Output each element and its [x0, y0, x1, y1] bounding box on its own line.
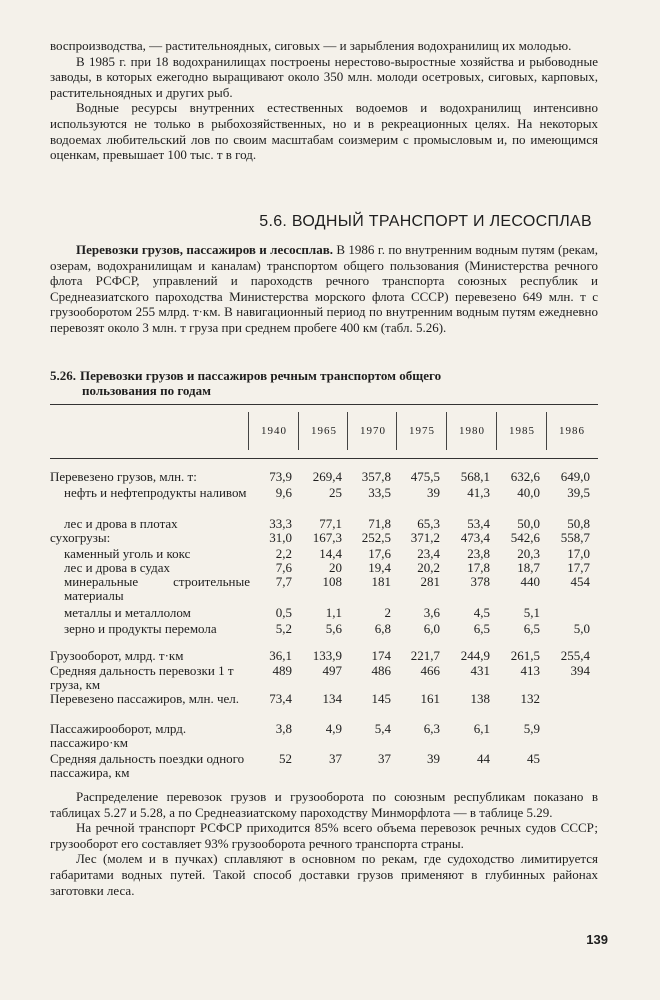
table-cell: 466: [420, 663, 440, 678]
table-cell: 20,3: [517, 546, 540, 561]
table-cell: 371,2: [410, 530, 440, 545]
paragraph: Лес (молем и в пучках) сплавляют в основном по рекам, где судоходство лимитируется габаритами водных путей. Такой способ доставки грузов применяют в глубинных районах заготовки леса.: [50, 851, 598, 898]
table-cell: 261,5: [510, 648, 540, 663]
table-cell: 6,5: [473, 621, 490, 636]
table-cell: 138: [470, 691, 490, 706]
table-cell: 475,5: [410, 469, 440, 484]
table-cell: 4,5: [473, 605, 490, 620]
paragraph: Водные ресурсы внутренних естественных водоемов и водохранилищ интенсивно используются не только в рыбохозяйственных, но и в рекреационных целях. На некоторых водоемах любительский лов по своим масштабам соизмерим с промысловым и, по имеющимся оценкам, превышает 100 тыс. т в год.: [50, 100, 598, 163]
table-cell: 45: [527, 751, 540, 766]
table-cell: 25: [329, 485, 342, 500]
table-cell: 7,7: [275, 574, 292, 589]
table-cell: 17,6: [368, 546, 391, 561]
table-cell: 161: [420, 691, 440, 706]
page-number: 139: [586, 932, 608, 947]
table-cell: 52: [279, 751, 292, 766]
table-cell: 31,0: [269, 530, 292, 545]
table-cell: 5,2: [275, 621, 292, 636]
table-cell: 44: [477, 751, 490, 766]
table-cell: 5,1: [523, 605, 540, 620]
table-cell: 221,7: [410, 648, 440, 663]
table-top-rule: [50, 404, 598, 405]
row-label: лес и дрова в плотах: [64, 516, 178, 531]
table-cell: 23,8: [467, 546, 490, 561]
row-label: Пассажирооборот, млрд. пассажиро·км: [50, 721, 187, 750]
closing-text-block: [50, 789, 598, 898]
paragraph-body: В 1986 г. по внутренним водным путям (рекам, озерам, водохранилищам и каналам) транспортом общего пользования (Министерства речного флота РСФСР, управлений и пароходств речного транспорта союзных республик и Среднеазиатского пароходства Министерства морского флота СССР) перевезено 649 млн. т с грузооборотом 255 млрд. т·км. В навигационный период по внутренним водным путям ежедневно перевозят около 3 млн. т груза при среднем пробеге 400 км (табл. 5.26).: [50, 242, 598, 335]
table-cell: 394: [570, 663, 590, 678]
table-cell: 413: [520, 663, 540, 678]
paragraph: В 1985 г. при 18 водохранилищах построены нерестово-выростные хозяйства и рыбоводные заводы, в которых ежегодно выращивают около 350 млн. молоди осетровых, сиговых, карповых, растительноядных и других рыб.: [50, 53, 598, 100]
table-caption: [50, 368, 598, 398]
table-cell: 41,3: [467, 485, 490, 500]
table-cell: 252,5: [361, 530, 391, 545]
table-cell: 2,2: [275, 546, 292, 561]
row-label: Грузооборот, млрд. т·км: [50, 648, 184, 663]
table-cell: 255,4: [560, 648, 590, 663]
row-label: металлы и металлолом: [64, 605, 191, 620]
table-cell: 39,5: [567, 485, 590, 500]
table-cell: 6,5: [523, 621, 540, 636]
paragraph: [50, 242, 598, 336]
table-cell: 440: [520, 574, 540, 589]
paragraph: воспроизводства, — растительноядных, сиговых — и зарыбления водохранилищ их молодью.: [50, 38, 572, 53]
table-cell: 357,8: [361, 469, 391, 484]
table-cell: 486: [371, 663, 391, 678]
row-label: Перевезено пассажиров, млн. чел.: [50, 691, 240, 706]
row-label: Средняя дальность поездки одного пассажира, км: [50, 751, 245, 780]
table-cell: 40,0: [517, 485, 540, 500]
table-header-rule: [50, 458, 598, 459]
table-cell: 5,0: [573, 621, 590, 636]
table-cell: 77,1: [319, 516, 342, 531]
table-cell: 181: [371, 574, 391, 589]
table-cell: 7,6: [275, 560, 292, 575]
table-cell: 473,4: [460, 530, 490, 545]
table-cell: 6,8: [374, 621, 391, 636]
table-cell: 14,4: [319, 546, 342, 561]
table-cell: 0,5: [275, 605, 292, 620]
table-cell: 3,8: [275, 721, 292, 736]
table-cell: 568,1: [460, 469, 490, 484]
row-label: сухогрузы:: [50, 530, 111, 545]
table-cell: 1,1: [325, 605, 342, 620]
paragraph: Распределение перевозок грузов и грузооборота по союзным республикам показано в таблицах 5.27 и 5.28, а по Среднеазиатскому пароходству Минморфлота — в таблице 5.29.: [50, 789, 598, 820]
table-cell: 5,6: [325, 621, 342, 636]
table-cell: 37: [378, 751, 391, 766]
table-cell: 19,4: [368, 560, 391, 575]
table-cell: 5,4: [374, 721, 391, 736]
runin-heading: Перевозки грузов, пассажиров и лесосплав.: [76, 242, 333, 257]
row-label: минеральные строительные материалы: [64, 574, 250, 603]
row-label: Перевезено грузов, млн. т:: [50, 469, 197, 484]
table-cell: 431: [470, 663, 490, 678]
intro-text-block: [50, 38, 598, 163]
table-cell: 50,8: [567, 516, 590, 531]
table-cell: 5,9: [523, 721, 540, 736]
table-cell: 73,4: [269, 691, 292, 706]
row-label: Средняя дальность перевозки 1 т груза, км: [50, 663, 234, 692]
table-cell: 174: [371, 648, 391, 663]
table-cell: 6,1: [473, 721, 490, 736]
table-cell: 108: [322, 574, 342, 589]
table-cell: 558,7: [560, 530, 590, 545]
table-caption-line1: Перевозки грузов и пассажиров речным транспортом общего: [80, 368, 442, 383]
table-cell: 6,0: [423, 621, 440, 636]
table-cell: 17,8: [467, 560, 490, 575]
column-header-year: 1970: [347, 412, 398, 450]
paragraph: На речной транспорт РСФСР приходится 85% всего объема перевозок речных судов СССР; грузооборот его составляет 93% грузооборота речного транспорта страны.: [50, 820, 598, 851]
table-cell: 9,6: [275, 485, 292, 500]
table-cell: 2: [384, 605, 391, 620]
table-cell: 18,7: [517, 560, 540, 575]
table-cell: 6,3: [423, 721, 440, 736]
table-cell: 33,3: [269, 516, 292, 531]
column-header-year: 1975: [396, 412, 447, 450]
table-cell: 17,7: [567, 560, 590, 575]
table-cell: 3,6: [423, 605, 440, 620]
table-cell: 50,0: [517, 516, 540, 531]
table-cell: 20: [329, 560, 342, 575]
table-cell: 497: [322, 663, 342, 678]
table-cell: 36,1: [269, 648, 292, 663]
table-cell: 145: [371, 691, 391, 706]
table-cell: 542,6: [510, 530, 540, 545]
table-cell: 65,3: [417, 516, 440, 531]
table-cell: 39: [427, 751, 440, 766]
table-cell: 33,5: [368, 485, 391, 500]
row-label: каменный уголь и кокс: [64, 546, 191, 561]
table-cell: 20,2: [417, 560, 440, 575]
column-header-year: 1986: [546, 412, 597, 450]
column-header-year: 1985: [496, 412, 547, 450]
table-cell: 53,4: [467, 516, 490, 531]
table-cell: 454: [570, 574, 590, 589]
table-cell: 378: [470, 574, 490, 589]
table-cell: 489: [272, 663, 292, 678]
row-label: нефть и нефтепродукты наливом: [64, 485, 247, 500]
row-label: зерно и продукты перемола: [64, 621, 217, 636]
table-cell: 132: [520, 691, 540, 706]
table-number: 5.26.: [50, 368, 76, 383]
table-cell: 133,9: [312, 648, 342, 663]
table-cell: 632,6: [510, 469, 540, 484]
table-cell: 4,9: [325, 721, 342, 736]
column-header-year: 1965: [298, 412, 349, 450]
column-header-year: 1940: [248, 412, 299, 450]
table-cell: 17,0: [567, 546, 590, 561]
table-cell: 134: [322, 691, 342, 706]
table-caption-line2: пользования по годам: [82, 383, 211, 398]
row-label: лес и дрова в судах: [64, 560, 170, 575]
table-cell: 39: [427, 485, 440, 500]
table-cell: 269,4: [312, 469, 342, 484]
table-cell: 23,4: [417, 546, 440, 561]
section-heading: 5.6. ВОДНЫЙ ТРАНСПОРТ И ЛЕСОСПЛАВ: [259, 213, 592, 230]
table-cell: 73,9: [269, 469, 292, 484]
table-cell: 649,0: [560, 469, 590, 484]
column-header-year: 1980: [446, 412, 497, 450]
table-cell: 281: [420, 574, 440, 589]
table-cell: 37: [329, 751, 342, 766]
table-cell: 244,9: [460, 648, 490, 663]
table-cell: 167,3: [312, 530, 342, 545]
table-cell: 71,8: [368, 516, 391, 531]
section-text-block: [50, 242, 598, 336]
